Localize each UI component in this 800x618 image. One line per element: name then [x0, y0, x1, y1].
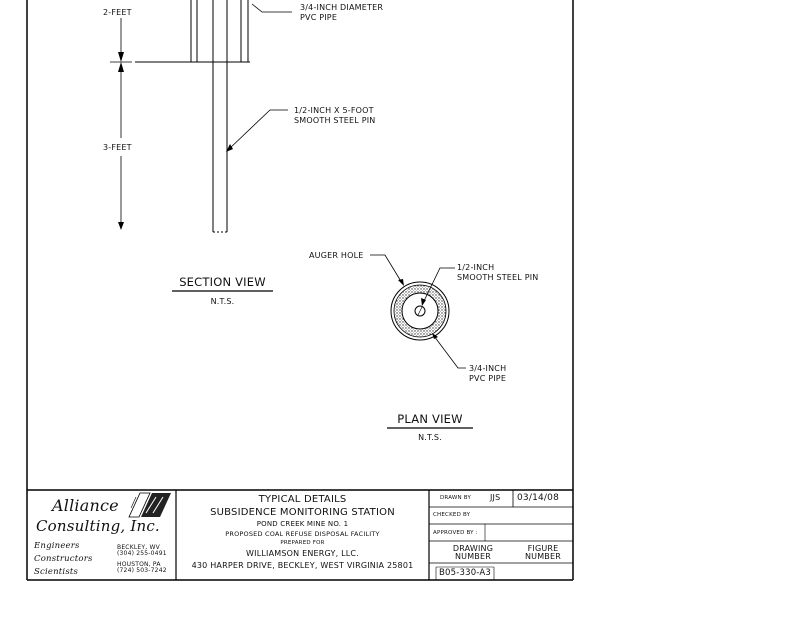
company-name-line1: Alliance	[52, 496, 119, 515]
plan-pin-callout-line1: 1/2-INCH	[457, 263, 495, 272]
plan-view-scale: N.T.S.	[418, 433, 442, 442]
section-view-scale: N.T.S.	[210, 297, 235, 306]
company-logo-icon	[129, 493, 171, 517]
drawn-by-label: DRAWN BY	[440, 495, 472, 501]
drawing-number-value: B05-330-A3	[438, 568, 492, 578]
plan-view-title: PLAN VIEW	[397, 412, 463, 426]
approved-by-label: APPROVED BY :	[433, 530, 478, 536]
company-role-engineers: Engineers	[34, 541, 80, 551]
plan-pvc-callout-line1: 3/4-INCH	[469, 364, 507, 373]
drawing-date: 03/14/08	[517, 493, 560, 503]
company-role-constructors: Constructors	[34, 554, 93, 564]
dimension-2-feet: 2-FEET	[103, 8, 132, 17]
drawing-title-line3: POND CREEK MINE NO. 1	[256, 520, 349, 528]
plan-pvc-callout-line2: PVC PIPE	[469, 374, 507, 383]
company-role-scientists: Scientists	[34, 567, 79, 577]
dimension-3-feet: 3-FEET	[103, 143, 132, 152]
drawing-number-label-line2: NUMBER	[454, 552, 492, 561]
figure-number-label-line1: FIGURE	[527, 544, 559, 553]
pvc-pipe-callout-line2: PVC PIPE	[300, 13, 338, 22]
office-houston-city: HOUSTON, PA	[117, 561, 161, 568]
company-name-line2: Consulting, Inc.	[36, 517, 160, 535]
section-view-geometry	[110, 0, 292, 291]
drawing-title-line2: SUBSIDENCE MONITORING STATION	[210, 507, 395, 518]
plan-pin-callout-line2: SMOOTH STEEL PIN	[457, 273, 539, 282]
office-beckley-city: BECKLEY, WV	[117, 544, 160, 551]
checked-by-label: CHECKED BY	[433, 512, 471, 518]
office-houston-phone: (724) 503-7242	[117, 567, 167, 574]
office-beckley-phone: (304) 255-0491	[117, 550, 167, 557]
steel-pin-callout-line1: 1/2-INCH X 5-FOOT	[294, 106, 374, 115]
auger-hole-label: AUGER HOLE	[309, 251, 364, 260]
drawing-title-line1: TYPICAL DETAILS	[258, 494, 347, 505]
prepared-for-label: PREPARED FOR	[280, 540, 325, 546]
drawing-number-label-line1: DRAWING	[452, 544, 494, 553]
client-name: WILLIAMSON ENERGY, LLC.	[246, 549, 359, 558]
section-view-title: SECTION VIEW	[179, 275, 266, 289]
drawn-by-value: JJS	[490, 493, 501, 502]
figure-number-label-line2: NUMBER	[524, 552, 562, 561]
steel-pin-callout-line2: SMOOTH STEEL PIN	[294, 116, 376, 125]
drawing-title-line4: PROPOSED COAL REFUSE DISPOSAL FACILITY	[225, 530, 380, 538]
pvc-pipe-callout-line1: 3/4-INCH DIAMETER	[300, 3, 384, 12]
client-address: 430 HARPER DRIVE, BECKLEY, WEST VIRGINIA 25801	[191, 561, 414, 570]
